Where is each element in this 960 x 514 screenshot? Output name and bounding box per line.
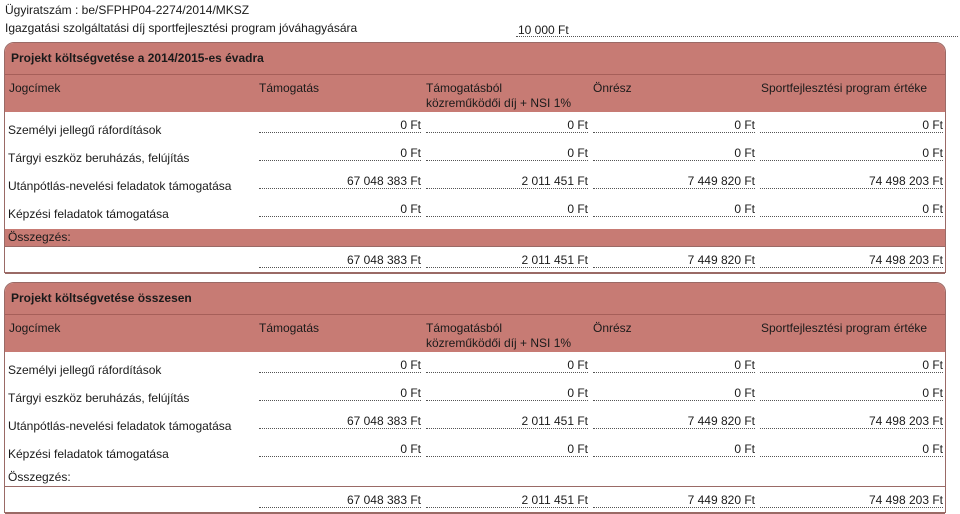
col-header-onresz: Önrész: [593, 81, 632, 95]
summary-label: Összegzés:: [8, 230, 71, 244]
row-label: Utánpótlás-nevelési feladatok támogatása: [8, 419, 232, 433]
section-title: Projekt költségvetése összesen: [5, 283, 945, 314]
col-header-jogcimek: Jogcímek: [9, 81, 61, 95]
table-header: [5, 74, 945, 112]
cell-program-value: 0 Ft: [760, 202, 943, 217]
cell-onresz: 0 Ft: [593, 146, 755, 161]
cell-program-value: 74 498 203 Ft: [760, 174, 943, 189]
col-header-program-value: Sportfejlesztési program értéke: [761, 321, 928, 335]
summary-program-value: 74 498 203 Ft: [760, 493, 943, 508]
summary-onresz: 7 449 820 Ft: [593, 493, 755, 508]
row-label: Tárgyi eszköz beruházás, felújítás: [8, 151, 190, 165]
summary-row: [5, 246, 945, 274]
cell-tamogatas: 0 Ft: [259, 386, 421, 401]
fee-label: Igazgatási szolgáltatási díj sportfejlesztési program jóváhagyására: [5, 21, 358, 35]
table-row: [5, 168, 945, 196]
cell-tamogatas: 0 Ft: [259, 358, 421, 373]
cell-onresz: 0 Ft: [593, 118, 755, 133]
summary-tamogatas: 67 048 383 Ft: [259, 493, 421, 508]
cell-onresz: 0 Ft: [593, 358, 755, 373]
cell-program-value: 0 Ft: [760, 358, 943, 373]
cell-tamogatas: 67 048 383 Ft: [259, 414, 421, 429]
col-header-program-value: Sportfejlesztési program értéke: [761, 81, 928, 95]
row-label: Képzési feladatok támogatása: [8, 447, 169, 461]
col-header-tamogatas: Támogatás: [259, 321, 320, 335]
budget-section-season: [4, 42, 946, 273]
cell-onresz: 0 Ft: [593, 202, 755, 217]
summary-program-value: 74 498 203 Ft: [760, 253, 943, 268]
cell-fee: 2 011 451 Ft: [426, 174, 588, 189]
budget-section-total: [4, 282, 946, 513]
table-row: [5, 380, 945, 408]
cell-fee: 0 Ft: [426, 146, 588, 161]
cell-program-value: 0 Ft: [760, 146, 943, 161]
cell-fee: 0 Ft: [426, 358, 588, 373]
table-row: [5, 408, 945, 436]
col-header-tamogatas: Támogatás: [259, 81, 320, 95]
cell-fee: 0 Ft: [426, 442, 588, 457]
summary-label: Összegzés:: [8, 470, 71, 484]
row-label: Tárgyi eszköz beruházás, felújítás: [8, 391, 190, 405]
summary-header: [5, 229, 945, 246]
table-row: [5, 140, 945, 168]
row-label: Személyi jellegű ráfordítások: [8, 123, 162, 137]
section-title: Projekt költségvetése a 2014/2015-es évadra: [5, 43, 945, 74]
cell-onresz: 7 449 820 Ft: [593, 414, 755, 429]
summary-onresz: 7 449 820 Ft: [593, 253, 755, 268]
table-row: [5, 436, 945, 464]
cell-tamogatas: 0 Ft: [259, 118, 421, 133]
col-header-jogcimek: Jogcímek: [9, 321, 61, 335]
cell-fee: 0 Ft: [426, 118, 588, 133]
summary-tamogatas: 67 048 383 Ft: [259, 253, 421, 268]
summary-fee: 2 011 451 Ft: [426, 253, 588, 268]
cell-onresz: 7 449 820 Ft: [593, 174, 755, 189]
cell-program-value: 0 Ft: [760, 386, 943, 401]
table-row: [5, 112, 945, 140]
cell-tamogatas: 0 Ft: [259, 146, 421, 161]
col-header-onresz: Önrész: [593, 321, 632, 335]
summary-fee: 2 011 451 Ft: [426, 493, 588, 508]
table-row: [5, 196, 945, 224]
table-header: [5, 314, 945, 352]
col-header-fee: Támogatásból közreműködői díj + NSI 1%: [426, 81, 572, 110]
case-number: Ügyiratszám : be/SFPHP04-2274/2014/MKSZ: [5, 3, 250, 17]
cell-tamogatas: 0 Ft: [259, 202, 421, 217]
table-row: [5, 352, 945, 380]
row-label: Személyi jellegű ráfordítások: [8, 363, 162, 377]
row-label: Utánpótlás-nevelési feladatok támogatása: [8, 179, 232, 193]
summary-row: [5, 486, 945, 514]
cell-onresz: 0 Ft: [593, 442, 755, 457]
cell-program-value: 0 Ft: [760, 442, 943, 457]
fee-value: 10 000 Ft: [516, 23, 958, 37]
row-label: Képzési feladatok támogatása: [8, 207, 169, 221]
cell-fee: 0 Ft: [426, 202, 588, 217]
cell-program-value: 0 Ft: [760, 118, 943, 133]
cell-tamogatas: 0 Ft: [259, 442, 421, 457]
cell-tamogatas: 67 048 383 Ft: [259, 174, 421, 189]
summary-header: [5, 469, 945, 486]
cell-fee: 0 Ft: [426, 386, 588, 401]
cell-program-value: 74 498 203 Ft: [760, 414, 943, 429]
cell-onresz: 0 Ft: [593, 386, 755, 401]
cell-fee: 2 011 451 Ft: [426, 414, 588, 429]
col-header-fee: Támogatásból közreműködői díj + NSI 1%: [426, 321, 572, 350]
